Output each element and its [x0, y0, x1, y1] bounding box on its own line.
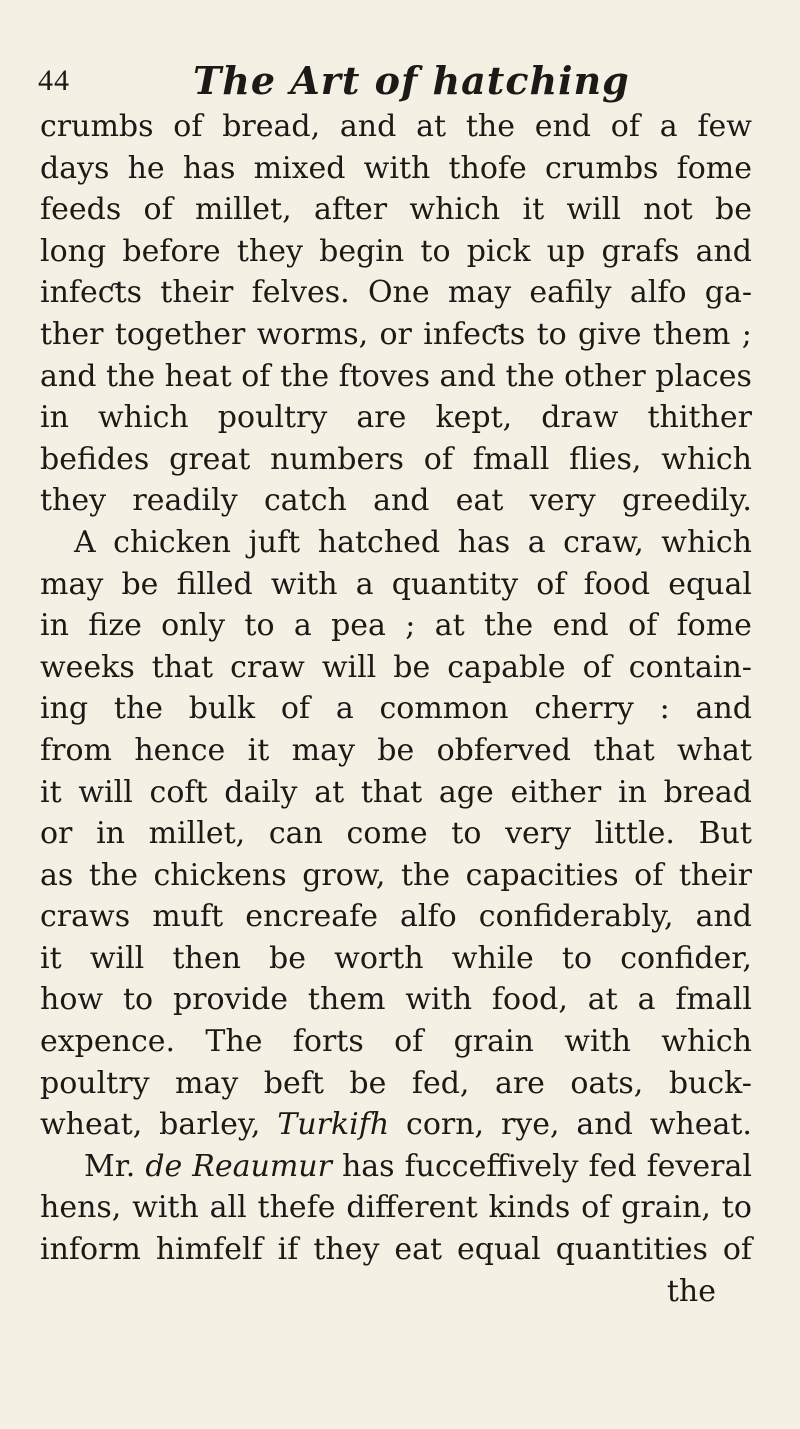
- text-line: craws muft encreafe alfo confiderably, and: [40, 899, 752, 935]
- text-line: ther together worms, or infeƈts to give them ;: [40, 316, 752, 352]
- text-line: inform himfelf if they eat equal quantities of: [40, 1232, 752, 1268]
- text-line: from hence it may be obferved that what: [40, 732, 752, 768]
- body-text: [40, 106, 752, 1312]
- text-line: weeks that craw will be capable of contain-: [40, 649, 752, 685]
- text-line: befides great numbers of fmall flies, which: [40, 441, 752, 477]
- text-line: and the heat of the ftoves and the other places: [40, 358, 752, 394]
- text-line: A chicken juft hatched has a craw, which: [74, 524, 752, 560]
- text-line: wheat, barley, Turkifh corn, rye, and wheat.: [40, 1107, 752, 1143]
- text-line: hens, with all thefe different kinds of grain, to: [40, 1190, 752, 1226]
- text-line: in which poultry are kept, draw thither: [40, 400, 752, 436]
- catchword: the: [666, 1273, 716, 1309]
- text-line: they readily catch and eat very greedily.: [40, 483, 752, 519]
- text-line: Mr. de Reaumur has fucceffively fed feveral: [84, 1148, 752, 1184]
- text-line: long before they begin to pick up grafs and: [40, 233, 752, 269]
- text-line: may be filled with a quantity of food equal: [40, 566, 752, 602]
- text-line: crumbs of bread, and at the end of a few: [40, 109, 752, 144]
- text-line: or in millet, can come to very little. But: [40, 816, 752, 852]
- text-line: expence. The forts of grain with which: [40, 1024, 752, 1060]
- text-line: it will coft daily at that age either in bread: [40, 774, 752, 810]
- text-line: poultry may beft be fed, are oats, buck-: [40, 1065, 752, 1101]
- page-number: 44: [38, 64, 70, 97]
- text-line: how to provide them with food, at a fmall: [40, 982, 752, 1018]
- running-title: The Art of hatching: [193, 58, 630, 103]
- text-line: as the chickens grow, the capacities of their: [40, 857, 752, 893]
- text-line: in fize only to a pea ; at the end of fome: [40, 608, 752, 644]
- text-line: ing the bulk of a common cherry : and: [40, 691, 752, 727]
- text-line: feeds of millet, after which it will not be: [40, 192, 752, 228]
- page-header: [38, 58, 738, 108]
- text-line: days he has mixed with thofe crumbs fome: [40, 150, 752, 186]
- text-line: it will then be worth while to confider,: [40, 940, 752, 976]
- text-line: infeƈts their felves. One may eafily alfo ga-: [40, 275, 752, 311]
